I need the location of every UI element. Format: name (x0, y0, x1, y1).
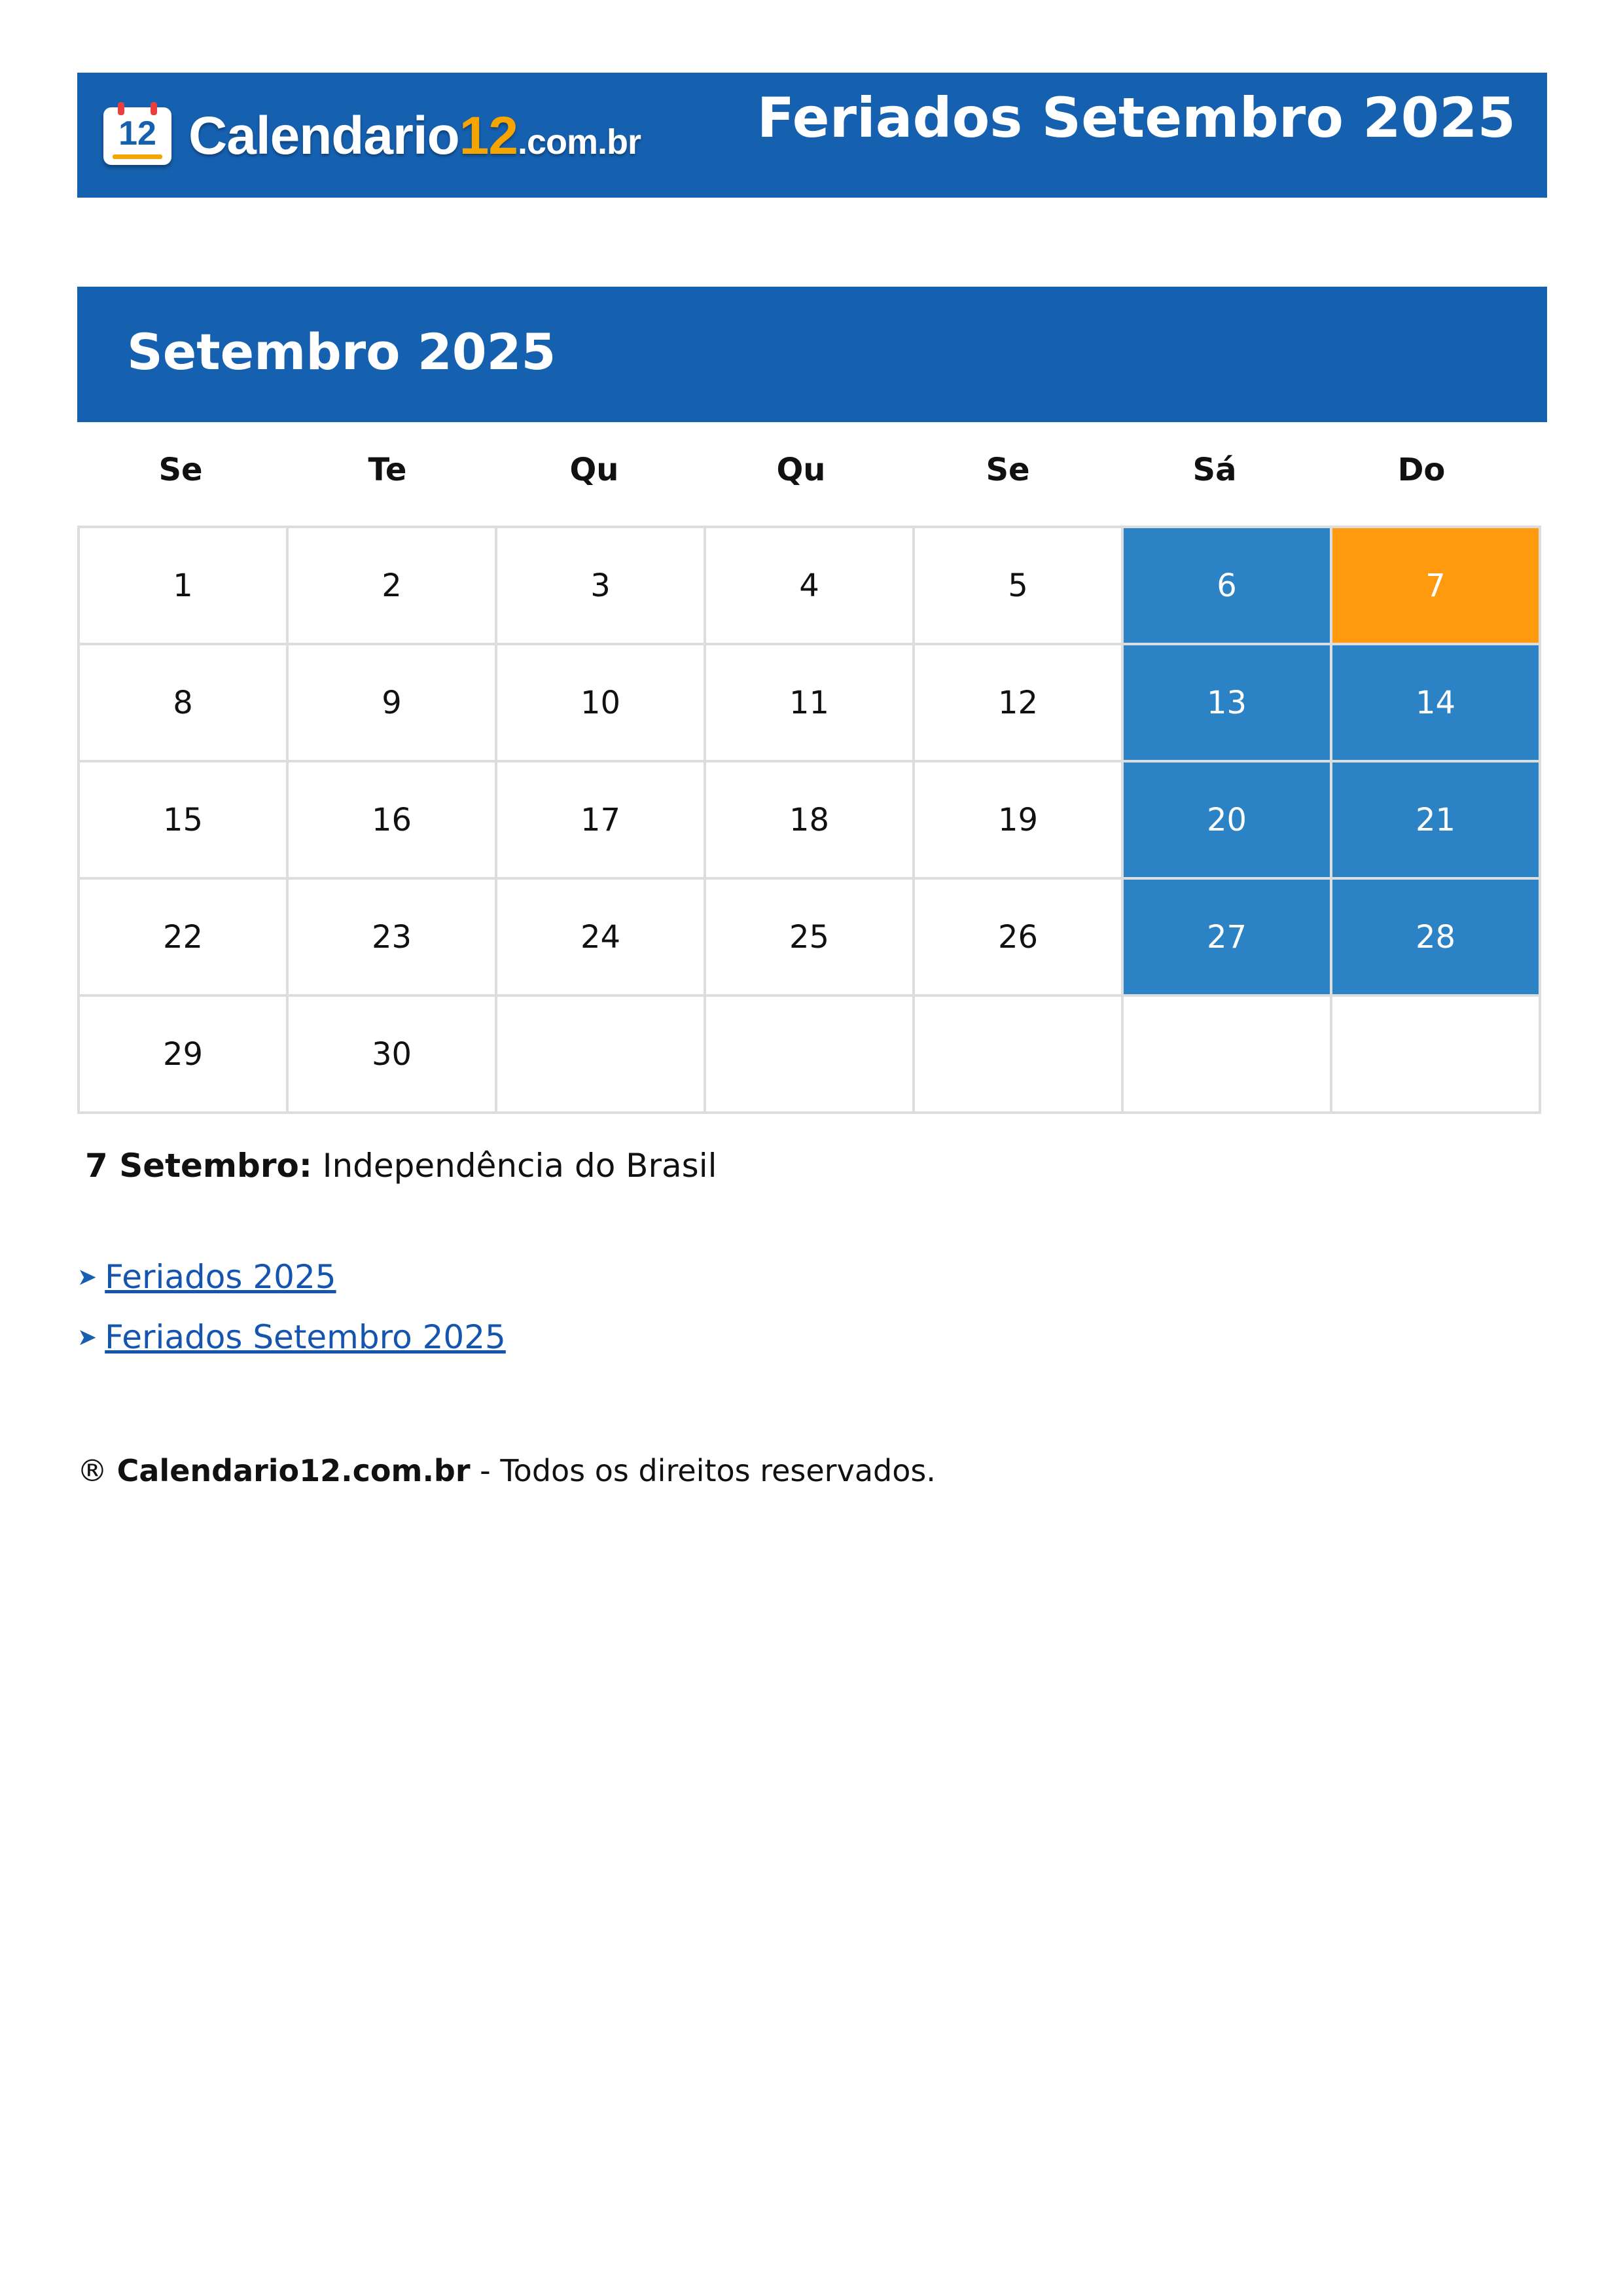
logo-text-main: Calendario (188, 106, 459, 166)
calendar-week-row (79, 644, 1540, 761)
day-cell: 5 (914, 527, 1122, 644)
weekday-header-row (77, 452, 1538, 497)
day-cell: 10 (496, 644, 705, 761)
logo-text-domain: .com.br (518, 122, 641, 162)
day-cell: 30 (287, 996, 496, 1113)
link-item (77, 1307, 506, 1367)
weekend-day-cell: 21 (1331, 761, 1540, 878)
day-cell: 4 (705, 527, 914, 644)
weekday-label: Te (368, 452, 407, 488)
calendar-week-row (79, 527, 1540, 644)
weekday-label: Sá (1192, 452, 1237, 488)
day-cell: 19 (914, 761, 1122, 878)
day-cell: 16 (287, 761, 496, 878)
weekend-day-cell: 13 (1122, 644, 1331, 761)
empty-day-cell (914, 996, 1122, 1113)
holiday-name: Independência do Brasil (322, 1147, 717, 1185)
month-header (77, 287, 1547, 422)
calendar-week-row (79, 761, 1540, 878)
page-title: Feriados Setembro 2025 (757, 86, 1516, 150)
weekday-label: Se (158, 452, 203, 488)
day-cell: 11 (705, 644, 914, 761)
weekend-day-cell: 14 (1331, 644, 1540, 761)
day-cell: 22 (79, 878, 287, 996)
arrow-icon: ➤ (77, 1323, 98, 1351)
day-cell: 23 (287, 878, 496, 996)
month-title: Setembro 2025 (127, 323, 556, 381)
day-cell: 25 (705, 878, 914, 996)
day-cell: 24 (496, 878, 705, 996)
logo-badge-number: 12 (118, 115, 156, 152)
day-cell: 1 (79, 527, 287, 644)
related-links (77, 1247, 506, 1367)
registered-icon: ® (77, 1453, 107, 1488)
link-feriados-setembro-2025[interactable]: Feriados Setembro 2025 (105, 1318, 506, 1356)
empty-day-cell (1122, 996, 1331, 1113)
link-feriados-2025[interactable]: Feriados 2025 (105, 1258, 336, 1296)
day-cell: 12 (914, 644, 1122, 761)
weekday-label: Qu (776, 452, 826, 488)
weekday-label: Se (986, 452, 1030, 488)
day-cell: 3 (496, 527, 705, 644)
day-cell: 29 (79, 996, 287, 1113)
weekday-label: Qu (569, 452, 619, 488)
footer-brand: Calendario12.com.br (116, 1453, 471, 1488)
arrow-icon: ➤ (77, 1263, 98, 1291)
calendar-week-row (79, 878, 1540, 996)
day-cell: 18 (705, 761, 914, 878)
page-header (77, 73, 1547, 198)
logo-text-number: 12 (459, 106, 518, 166)
holiday-day-cell: 7 (1331, 527, 1540, 644)
footer (77, 1453, 936, 1488)
day-cell: 17 (496, 761, 705, 878)
link-item (77, 1247, 506, 1307)
holiday-note (85, 1147, 717, 1185)
weekend-day-cell: 27 (1122, 878, 1331, 996)
site-logo[interactable] (103, 107, 641, 166)
day-cell: 26 (914, 878, 1122, 996)
empty-day-cell (496, 996, 705, 1113)
empty-day-cell (1331, 996, 1540, 1113)
weekend-day-cell: 28 (1331, 878, 1540, 996)
calendar-grid (77, 526, 1541, 1114)
weekday-label: Do (1397, 452, 1446, 488)
footer-text: - Todos os direitos reservados. (480, 1453, 936, 1488)
day-cell: 9 (287, 644, 496, 761)
day-cell: 15 (79, 761, 287, 878)
day-cell: 2 (287, 527, 496, 644)
logo-wordmark (188, 105, 641, 167)
weekend-day-cell: 6 (1122, 527, 1331, 644)
day-cell: 8 (79, 644, 287, 761)
empty-day-cell (705, 996, 914, 1113)
weekend-day-cell: 20 (1122, 761, 1331, 878)
holiday-date: 7 Setembro: (85, 1147, 312, 1185)
calendar-week-row (79, 996, 1540, 1113)
calendar-icon (103, 107, 171, 165)
